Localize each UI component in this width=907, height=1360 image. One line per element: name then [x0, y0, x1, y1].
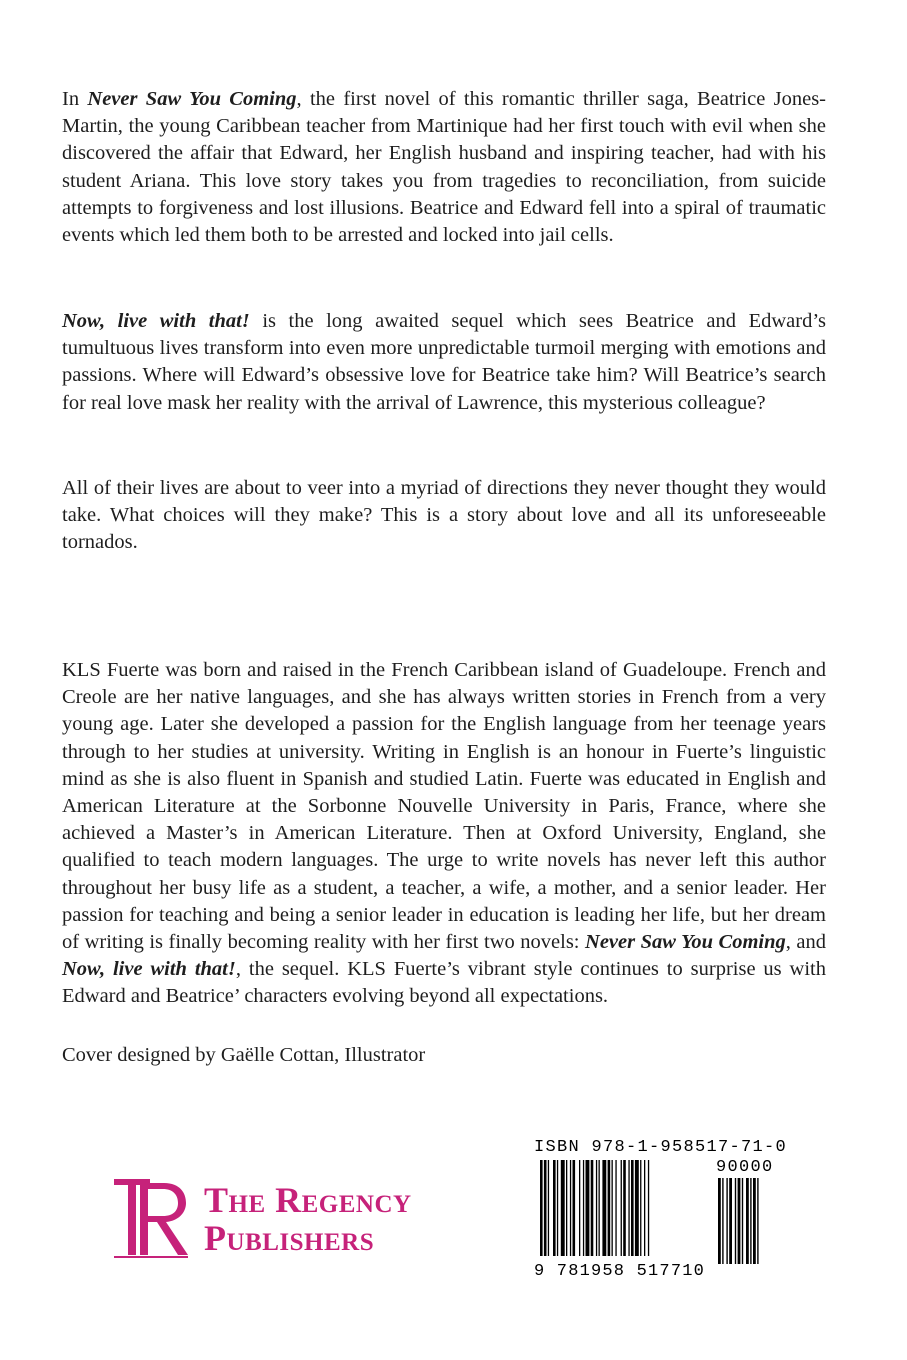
cover-credit: Cover designed by Gaëlle Cottan, Illustrator: [62, 1044, 426, 1066]
publisher-logo: [108, 1175, 468, 1265]
barcode-bar: [599, 1160, 600, 1256]
barcode-bar: [591, 1160, 594, 1256]
barcode-bar: [608, 1160, 611, 1256]
book-title-never-saw-you-coming: Never Saw You Coming: [87, 88, 297, 110]
author-bio: [62, 657, 826, 1011]
author-bio-main: KLS Fuerte was born and raised in the French Caribbean island of Guadeloupe. French and Creole are her native languages, and she has always written stories in French from a very young age. Later she developed a passion for the English language from her teenage years through to her studies at university. Writing in English is an honour in Fuerte’s linguistic mind as she is also fluent in Spanish and studied Latin. Fuerte was educated in English and American Literature at the Sorbonne Nouvelle University in Paris, France, where she achieved a Master’s in American Literature. Then at Oxford University, England, she qualified to teach modern languages. The urge to write novels has never left this author throughout her busy life as a student, a teacher, a wife, a mother, and a senior leader. Her passion for teaching and being a senior leader in education is leading her life, but her dream of writing is finally becoming reality with her first two novels:: [62, 659, 826, 954]
book-title-now-live-with-that: Now, live with that!: [62, 310, 250, 332]
barcode-bar: [621, 1160, 622, 1256]
addon-bar: [718, 1178, 721, 1264]
author-bio-mid: , and: [785, 931, 826, 954]
synopsis-p2-body: is the long awaited sequel which sees Beatrice and Edward’s tumultuous lives transform into even more unpredictable turmoil merging with emotions and passions. Where will Edward’s obsessive love for Beatrice take him? Will Beatrice’s search for real love mask her reality with the arrival of Lawrence, this mysterious colleague?: [62, 310, 826, 414]
barcode-bar: [640, 1160, 641, 1256]
barcode-bar: [566, 1160, 567, 1256]
barcode-bar: [644, 1160, 645, 1256]
barcode-bar: [631, 1160, 634, 1256]
barcode-bar: [635, 1160, 639, 1256]
synopsis-p1-body: , the first novel of this romantic thriller saga, Beatrice Jones-Martin, the young Caribbean teacher from Martinique had her first touch with evil when she discovered the affair that Edward, her English husband and inspiring teacher, had with his student Ariana. This love story takes you from tragedies to reconciliation, from suicide attempts to forgiveness and lost illusions. Beatrice and Edward fell into a spiral of traumatic events which led them both to be arrested and locked into jail cells.: [62, 88, 827, 247]
barcode-bar: [553, 1160, 556, 1256]
addon-bar: [738, 1178, 741, 1264]
price-addon-code: 90000: [716, 1158, 774, 1177]
publisher-monogram-icon: [110, 1175, 192, 1259]
addon-bar: [726, 1178, 727, 1264]
barcode-bar: [540, 1160, 543, 1256]
barcode-bar: [573, 1160, 576, 1256]
barcode-bar: [612, 1160, 613, 1256]
barcode-bar: [596, 1160, 597, 1256]
addon-bar: [729, 1178, 732, 1264]
barcode-bar: [623, 1160, 626, 1256]
addon-bar: [722, 1178, 723, 1264]
publisher-name-line-1: The Regency: [204, 1180, 412, 1220]
addon-bar: [753, 1178, 756, 1264]
addon-bar: [750, 1178, 751, 1264]
barcode-bar: [557, 1160, 558, 1256]
barcode-bar: [615, 1160, 616, 1256]
synopsis-paragraph-1: [62, 86, 826, 249]
addon-bar: [757, 1178, 758, 1264]
ean-digits: 9 781958 517710: [534, 1262, 706, 1281]
addon-bar: [735, 1178, 736, 1264]
barcode-bar: [561, 1160, 565, 1256]
barcode-bar: [570, 1160, 571, 1256]
isbn-number: ISBN 978-1-958517-71-0: [534, 1138, 788, 1157]
publisher-name: [204, 1181, 412, 1257]
addon-bar: [746, 1178, 749, 1264]
synopsis-p1-intro: In: [62, 88, 88, 110]
barcode-bar: [583, 1160, 584, 1256]
barcode-bar: [602, 1160, 606, 1256]
barcode-bar: [648, 1160, 649, 1256]
publisher-name-line-2: Publishers: [204, 1218, 375, 1258]
barcode-bar: [586, 1160, 590, 1256]
addon-bar: [742, 1178, 743, 1264]
barcode-bar: [628, 1160, 629, 1256]
isbn-barcode: [534, 1138, 794, 1288]
author-bio-end: , the sequel. KLS Fuerte’s vibrant style continues to surprise us with Edward and Beatrice’ characters evolving beyond all expectations.: [62, 958, 827, 1008]
author-bio-title-2: Now, live with that!: [62, 958, 236, 981]
barcode-bar: [548, 1160, 549, 1256]
synopsis-paragraph-3: All of their lives are about to veer into a myriad of directions they never thought they would take. What choices will they make? This is a story about love and all its unforeseeable tornados.: [62, 477, 826, 554]
barcode-bars: [534, 1160, 794, 1264]
author-bio-title-1: Never Saw You Coming: [585, 931, 786, 954]
synopsis-paragraph-2: [62, 308, 826, 417]
barcode-bar: [544, 1160, 547, 1256]
barcode-bar: [579, 1160, 580, 1256]
